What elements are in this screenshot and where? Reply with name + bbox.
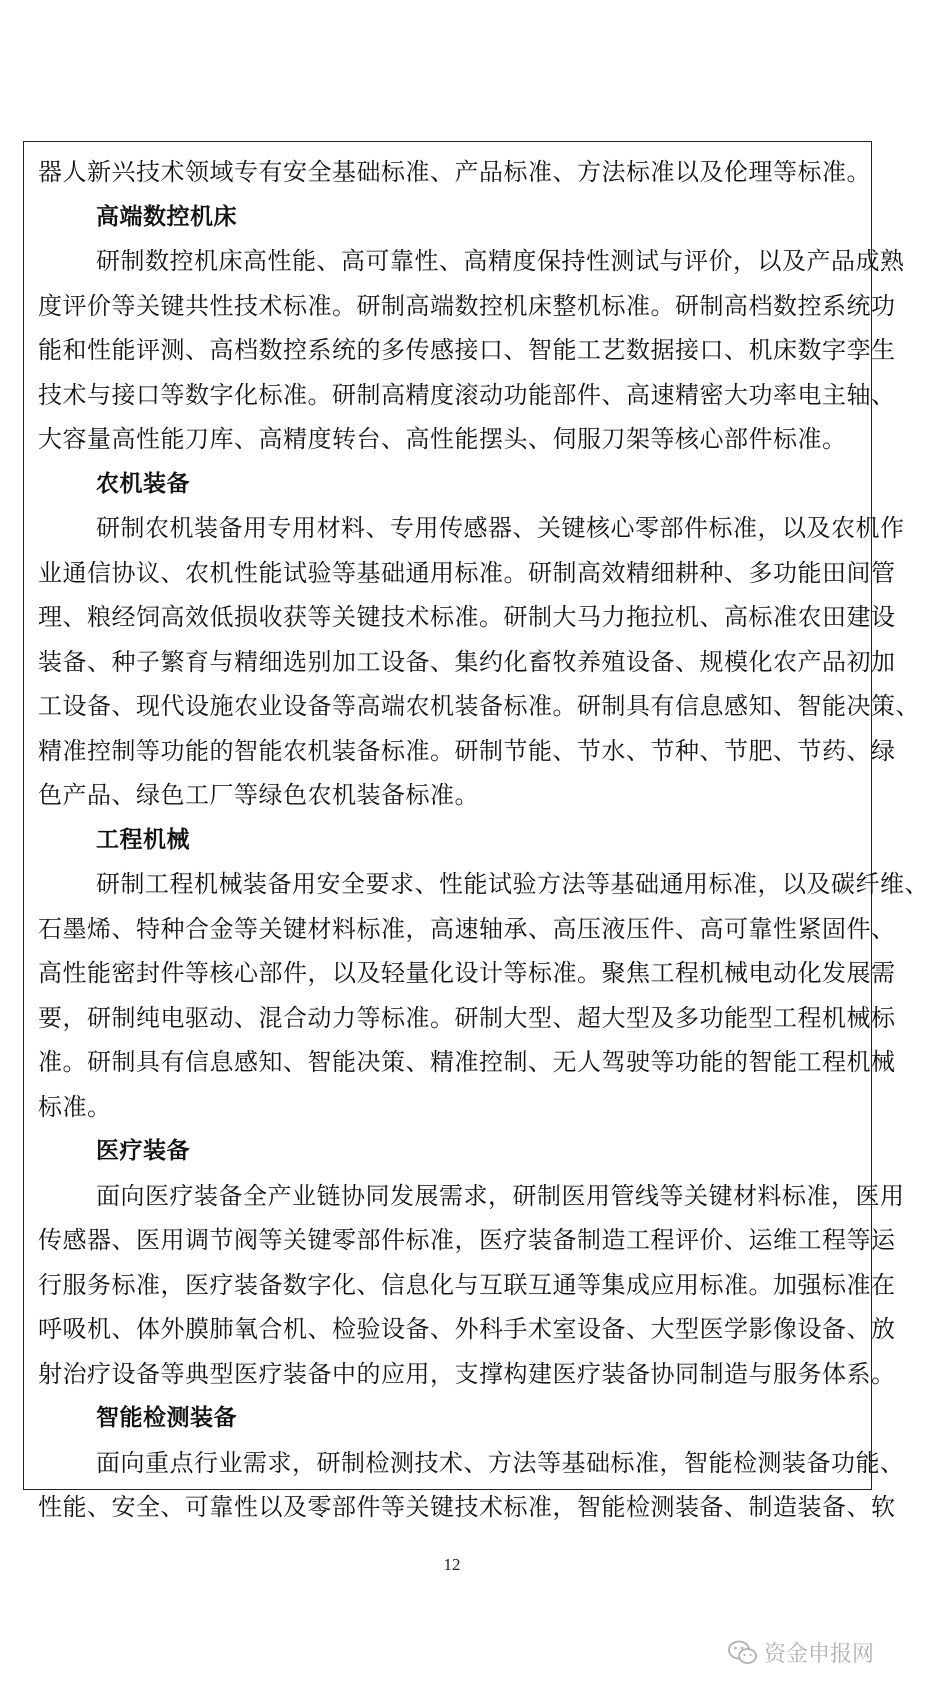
text-line: 精准控制等功能的智能农机装备标准。研制节能、节水、节种、节肥、节药、绿 (38, 736, 896, 765)
text-line: 呼吸机、体外膜肺氧合机、检验设备、外科手术室设备、大型医学影像设备、放 (38, 1315, 896, 1343)
text-line: 研制工程机械装备用安全要求、性能试验方法等基础通用标准，以及碳纤维、 (96, 870, 929, 898)
text-line: 度评价等关键共性技术标准。研制高端数控机床整机标准。研制高档数控系统功 (38, 291, 896, 320)
section-heading-inspection: 智能检测装备 (96, 1405, 237, 1431)
text-line: 装备、种子繁育与精细选别加工设备、集约化畜牧养殖设备、规模化农产品初加 (38, 647, 896, 676)
text-line: 大容量高性能刀库、高精度转台、高性能摆头、伺服刀架等核心部件标准。 (38, 425, 847, 453)
text-line: 研制农机装备用专用材料、专用传感器、关键核心零部件标准，以及农机作 (96, 514, 905, 542)
text-line: 标准。 (38, 1092, 112, 1121)
wechat-icon (728, 1640, 758, 1666)
text-line: 性能、安全、可靠性以及零部件等关键技术标准，智能检测装备、制造装备、软 (38, 1493, 896, 1521)
text-line: 要，研制纯电驱动、混合动力等标准。研制大型、超大型及多功能型工程机械标 (38, 1003, 896, 1032)
text-line: 器人新兴技术领域专有安全基础标准、产品标准、方法标准以及伦理等标准。 (38, 158, 871, 186)
text-line: 行服务标准，医疗装备数字化、信息化与互联互通等集成应用标准。加强标准在 (38, 1270, 896, 1299)
document-frame (23, 141, 929, 1521)
text-line: 面向重点行业需求，研制检测技术、方法等基础标准，智能检测装备功能、 (96, 1448, 905, 1477)
text-line: 面向医疗装备全产业链协同发展需求，研制医用管线等关键材料标准，医用 (96, 1181, 905, 1210)
text-line: 传感器、医用调节阀等关键零部件标准，医疗装备制造工程评价、运维工程等运 (38, 1226, 896, 1254)
section-heading-cnc: 高端数控机床 (96, 203, 237, 230)
watermark (728, 1637, 874, 1668)
text-line: 石墨烯、特种合金等关键材料标准，高速轴承、高压液压件、高可靠性紧固件、 (38, 914, 896, 943)
text-line: 研制数控机床高性能、高可靠性、高精度保持性测试与评价，以及产品成熟 (96, 247, 905, 275)
section-heading-agri: 农机装备 (96, 470, 190, 497)
text-line: 射治疗设备等典型医疗装备中的应用，支撑构建医疗装备协同制造与服务体系。 (38, 1359, 896, 1388)
section-heading-medical: 医疗装备 (96, 1138, 190, 1164)
text-line: 工设备、现代设施农业设备等高端农机装备标准。研制具有信息感知、智能决策、 (38, 692, 920, 720)
section-heading-construction: 工程机械 (96, 826, 190, 853)
watermark-text: 资金申报网 (763, 1642, 874, 1667)
text-line: 色产品、绿色工厂等绿色农机装备标准。 (38, 781, 479, 809)
page-number: 12 (443, 1555, 461, 1574)
text-line: 理、粮经饲高效低损收获等关键技术标准。研制大马力拖拉机、高标准农田建设 (38, 603, 896, 631)
text-line: 准。研制具有信息感知、智能决策、精准控制、无人驾驶等功能的智能工程机械 (38, 1048, 896, 1076)
text-line: 高性能密封件等核心部件，以及轻量化设计等标准。聚焦工程机械电动化发展需 (38, 959, 896, 987)
text-line: 业通信协议、农机性能试验等基础通用标准。研制高效精细耕种、多功能田间管 (38, 558, 896, 587)
text-line: 技术与接口等数字化标准。研制高精度滚动功能部件、高速精密大功率电主轴、 (38, 380, 896, 409)
text-line: 能和性能评测、高档数控系统的多传感接口、智能工艺数据接口、机床数字孪生 (38, 336, 896, 364)
